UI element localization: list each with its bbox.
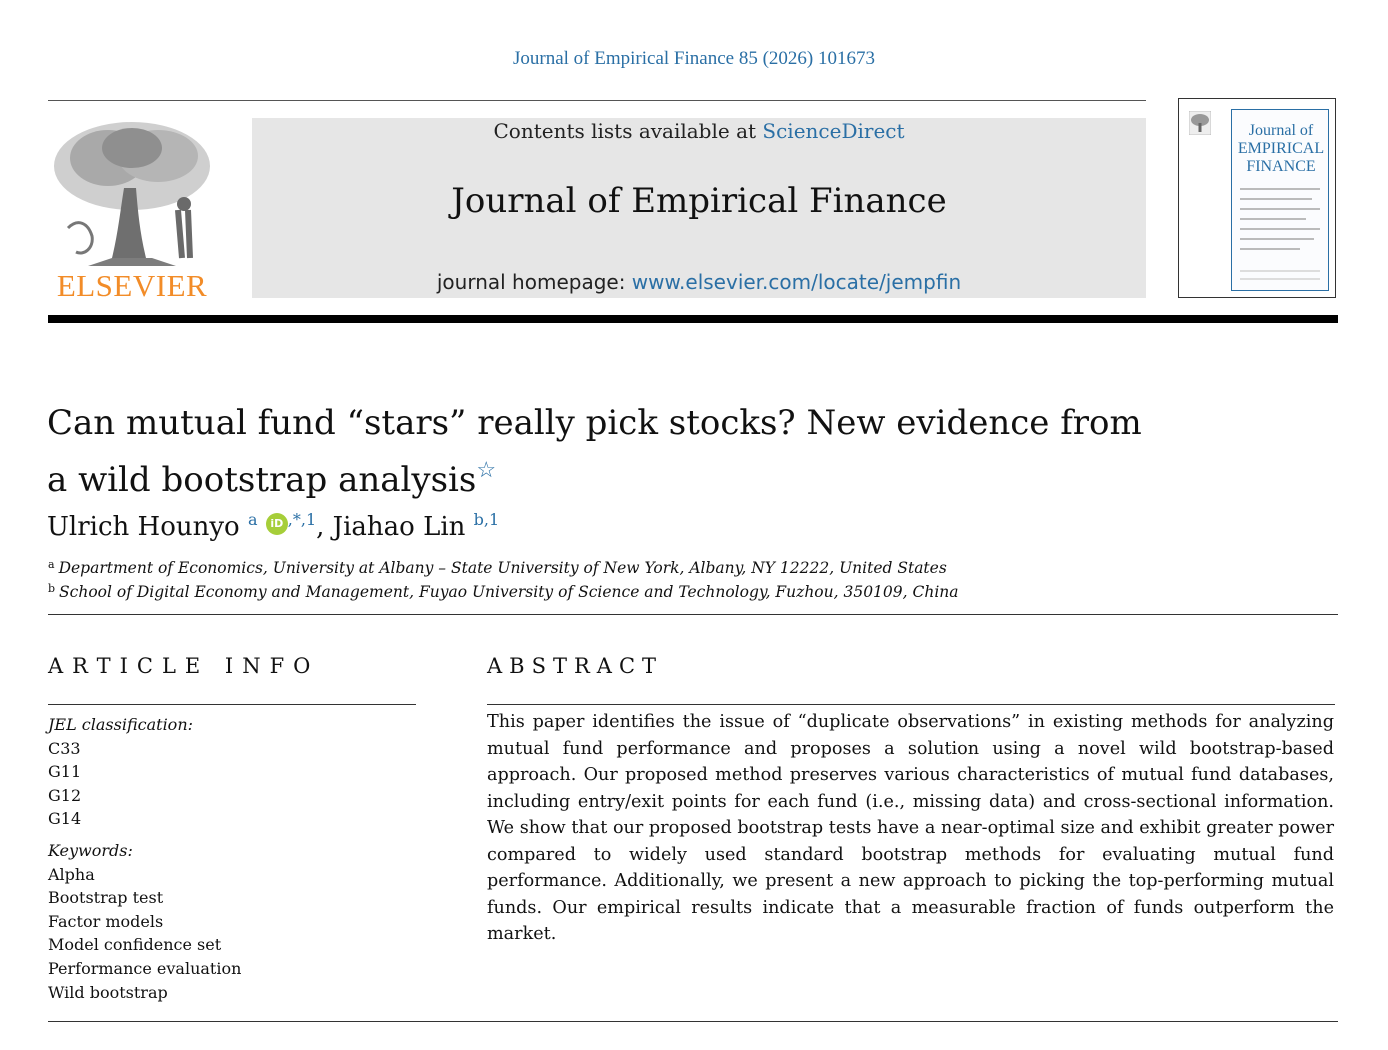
homepage-prefix: journal homepage: — [436, 270, 632, 294]
publisher-name: ELSEVIER — [56, 268, 208, 303]
affiliation-text: School of Digital Economy and Management, Fuyao University of Science and Technology, Fuzhou, 350109, China — [59, 583, 959, 601]
cover-text-line — [1240, 208, 1320, 210]
keyword: Model confidence set — [48, 935, 222, 955]
homepage-link[interactable]: www.elsevier.com/locate/jempfin — [631, 270, 962, 294]
keyword: Wild bootstrap — [48, 982, 168, 1002]
cover-text-line — [1240, 278, 1320, 280]
author-affil-mark[interactable]: b,1 — [473, 510, 500, 529]
abstract-heading: ABSTRACT — [487, 654, 664, 678]
keyword: Performance evaluation — [48, 958, 242, 978]
title-footnote-star-icon[interactable]: ☆ — [476, 458, 497, 483]
journal-banner — [252, 118, 1146, 298]
cover-text-line — [1240, 248, 1300, 250]
top-divider — [48, 100, 1146, 101]
jel-label: JEL classification: — [48, 715, 194, 734]
keyword: Bootstrap test — [48, 888, 164, 908]
abstract-text: This paper identifies the issue of “duplicate observations” in existing methods for analyzing mutual fund performance and proposes a solution using a novel wild bootstrap-based approach. Our proposed method preserves various characteristics of mutual fund databases, including entry/exit points for each fund (i.e., missing data) and cross-sectional information. We show that our proposed bootstrap tests have a near-optimal size and exhibit greater power compared to widely used standard bootstrap methods for evaluating mutual fund performance. Additionally, we present a new approach to picking the top-performing mutual funds. Our empirical results indicate that a measurable fraction of funds outperform the market. — [487, 712, 1334, 944]
affiliation-a — [48, 558, 1248, 577]
bottom-divider — [48, 1021, 1338, 1022]
affiliation-mark: b — [48, 582, 56, 595]
jel-code: G12 — [48, 785, 82, 805]
affiliation-mark: a — [48, 558, 55, 571]
author-affil-mark[interactable]: a — [247, 510, 258, 529]
homepage-line — [252, 270, 1146, 294]
contents-prefix: Contents lists available at — [493, 119, 763, 143]
publisher-mini-logo-icon — [1189, 111, 1211, 135]
cover-panel — [1231, 109, 1329, 291]
cover-text-line — [1240, 238, 1314, 240]
article-info-list — [48, 713, 428, 1004]
cover-title: Journal of EMPIRICAL FINANCE — [1237, 122, 1325, 175]
affiliation-text: Department of Economics, University at Albany – State University of New York, Albany, NY 12222, United States — [58, 559, 947, 577]
affiliation-b — [48, 582, 1248, 601]
jel-code: G14 — [48, 809, 82, 829]
author-list — [47, 510, 947, 542]
article-title-text: Can mutual fund “stars” really pick stocks? New evidence from a wild bootstrap analysis — [47, 403, 1142, 500]
cover-text-line — [1240, 188, 1320, 190]
header-thick-divider — [48, 315, 1338, 323]
author-name[interactable]: Jiahao Lin — [332, 512, 466, 542]
abstract-divider — [487, 704, 1335, 705]
cover-text-line — [1240, 270, 1320, 272]
affiliation-divider — [48, 614, 1338, 615]
article-info-heading: ARTICLE INFO — [48, 654, 320, 678]
keyword: Factor models — [48, 911, 164, 931]
article-title — [47, 400, 1147, 504]
keyword: Alpha — [48, 864, 95, 884]
tree-icon — [48, 118, 216, 268]
author-name[interactable]: Ulrich Hounyo — [47, 512, 240, 542]
jel-code: C33 — [48, 738, 81, 758]
contents-line — [252, 119, 1146, 143]
keywords-label: Keywords: — [48, 840, 133, 860]
journal-cover-thumbnail[interactable] — [1178, 98, 1336, 298]
spacer — [48, 831, 428, 839]
journal-title[interactable]: Journal of Empirical Finance — [451, 181, 947, 221]
article-info-divider — [48, 704, 416, 705]
jel-code: G11 — [48, 762, 82, 782]
orcid-icon[interactable]: iD — [266, 513, 288, 535]
cover-text-line — [1240, 198, 1312, 200]
author-separator: , — [316, 512, 333, 542]
author-note-marks[interactable]: ,*,1 — [287, 510, 317, 529]
cover-text-line — [1240, 218, 1306, 220]
sciencedirect-link[interactable]: ScienceDirect — [762, 119, 905, 143]
cover-text-line — [1240, 228, 1320, 230]
journal-citation[interactable]: Journal of Empirical Finance 85 (2026) 101673 — [513, 48, 875, 69]
